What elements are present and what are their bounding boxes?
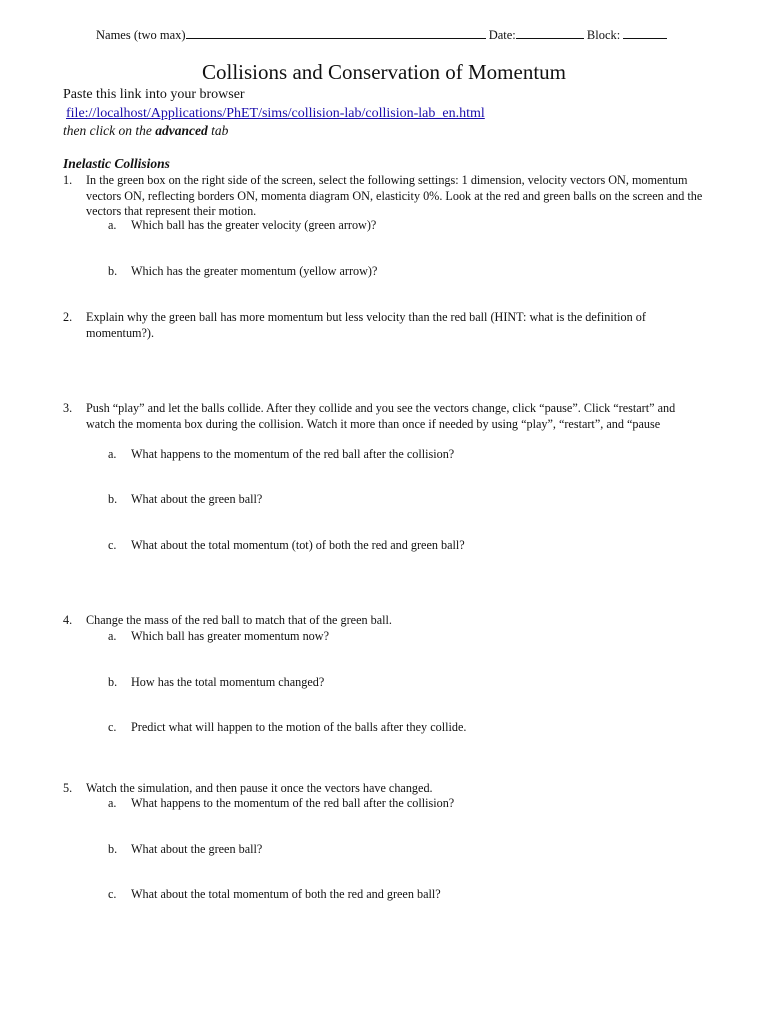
question-text: Watch the simulation, and then pause it once the vectors have changed. bbox=[86, 781, 433, 795]
sub-question-label: a. bbox=[108, 447, 117, 461]
then-prefix: then click on the bbox=[63, 123, 152, 138]
sub-question-label: c. bbox=[108, 538, 117, 552]
block-label: Block: bbox=[586, 28, 621, 42]
date-label: Date: bbox=[488, 28, 516, 42]
sub-question-label: a. bbox=[108, 629, 117, 643]
advanced-word: advanced bbox=[155, 123, 208, 138]
sub-question-text: Which has the greater momentum (yellow arrow)? bbox=[131, 264, 378, 278]
sub-question-text: What happens to the momentum of the red ball after the collision? bbox=[131, 796, 455, 810]
question-number: 3. bbox=[63, 401, 73, 415]
sub-question-text: Predict what will happen to the motion of the balls after they collide. bbox=[131, 720, 467, 734]
sub-question-text: How has the total momentum changed? bbox=[131, 675, 325, 689]
question-text: Push “play” and let the balls collide. After they collide and you see the vectors change, click “pause”. Click “restart” and watch the momenta box during the collision. Watch it more than once if needed by using “play”, “restart”, and “pause bbox=[86, 401, 676, 431]
date-blank bbox=[516, 28, 584, 39]
sub-question-label: b. bbox=[108, 675, 118, 689]
question-text: Change the mass of the red ball to match that of the green ball. bbox=[86, 613, 392, 627]
sub-question-text: Which ball has greater momentum now? bbox=[131, 629, 329, 643]
then-suffix: tab bbox=[211, 123, 229, 138]
header-line bbox=[96, 28, 667, 43]
advanced-tab-instruction bbox=[63, 123, 228, 139]
sub-question-label: a. bbox=[108, 218, 117, 232]
sub-question-text: What about the green ball? bbox=[131, 842, 263, 856]
sub-question-label: b. bbox=[108, 264, 118, 278]
sub-question-label: a. bbox=[108, 796, 117, 810]
sub-question-text: What about the green ball? bbox=[131, 492, 263, 506]
question-text: Explain why the green ball has more momentum but less velocity than the red ball (HINT: what is the definition of momentum?). bbox=[86, 310, 646, 340]
sub-question-text: What about the total momentum (tot) of both the red and green ball? bbox=[131, 538, 465, 552]
question-text: In the green box on the right side of the screen, select the following settings: 1 dimension, velocity vectors ON, momentum vectors ON, reflecting borders ON, momenta diagram ON, elasticity 0%. Look at the red and green balls on the screen and the vectors that represent their motion. bbox=[86, 173, 703, 218]
sub-question-text: What about the total momentum of both the red and green ball? bbox=[131, 887, 441, 901]
names-label: Names (two max) bbox=[96, 28, 186, 42]
sub-question-label: b. bbox=[108, 492, 118, 506]
sub-question-text: Which ball has the greater velocity (green arrow)? bbox=[131, 218, 377, 232]
sub-question-label: c. bbox=[108, 720, 117, 734]
simulation-link[interactable]: file://localhost/Applications/PhET/sims/collision-lab/collision-lab_en.html bbox=[66, 106, 485, 121]
sub-question-label: c. bbox=[108, 887, 117, 901]
sub-question-text: What happens to the momentum of the red ball after the collision? bbox=[131, 447, 455, 461]
section-heading: Inelastic Collisions bbox=[63, 156, 170, 171]
question-number: 1. bbox=[63, 173, 73, 187]
question-number: 2. bbox=[63, 310, 73, 324]
question-number: 4. bbox=[63, 613, 73, 627]
question-number: 5. bbox=[63, 781, 73, 795]
sub-question-label: b. bbox=[108, 842, 118, 856]
page-title: Collisions and Conservation of Momentum bbox=[202, 60, 566, 84]
names-blank bbox=[186, 28, 486, 39]
block-blank bbox=[623, 28, 667, 39]
paste-instruction: Paste this link into your browser bbox=[63, 87, 245, 102]
